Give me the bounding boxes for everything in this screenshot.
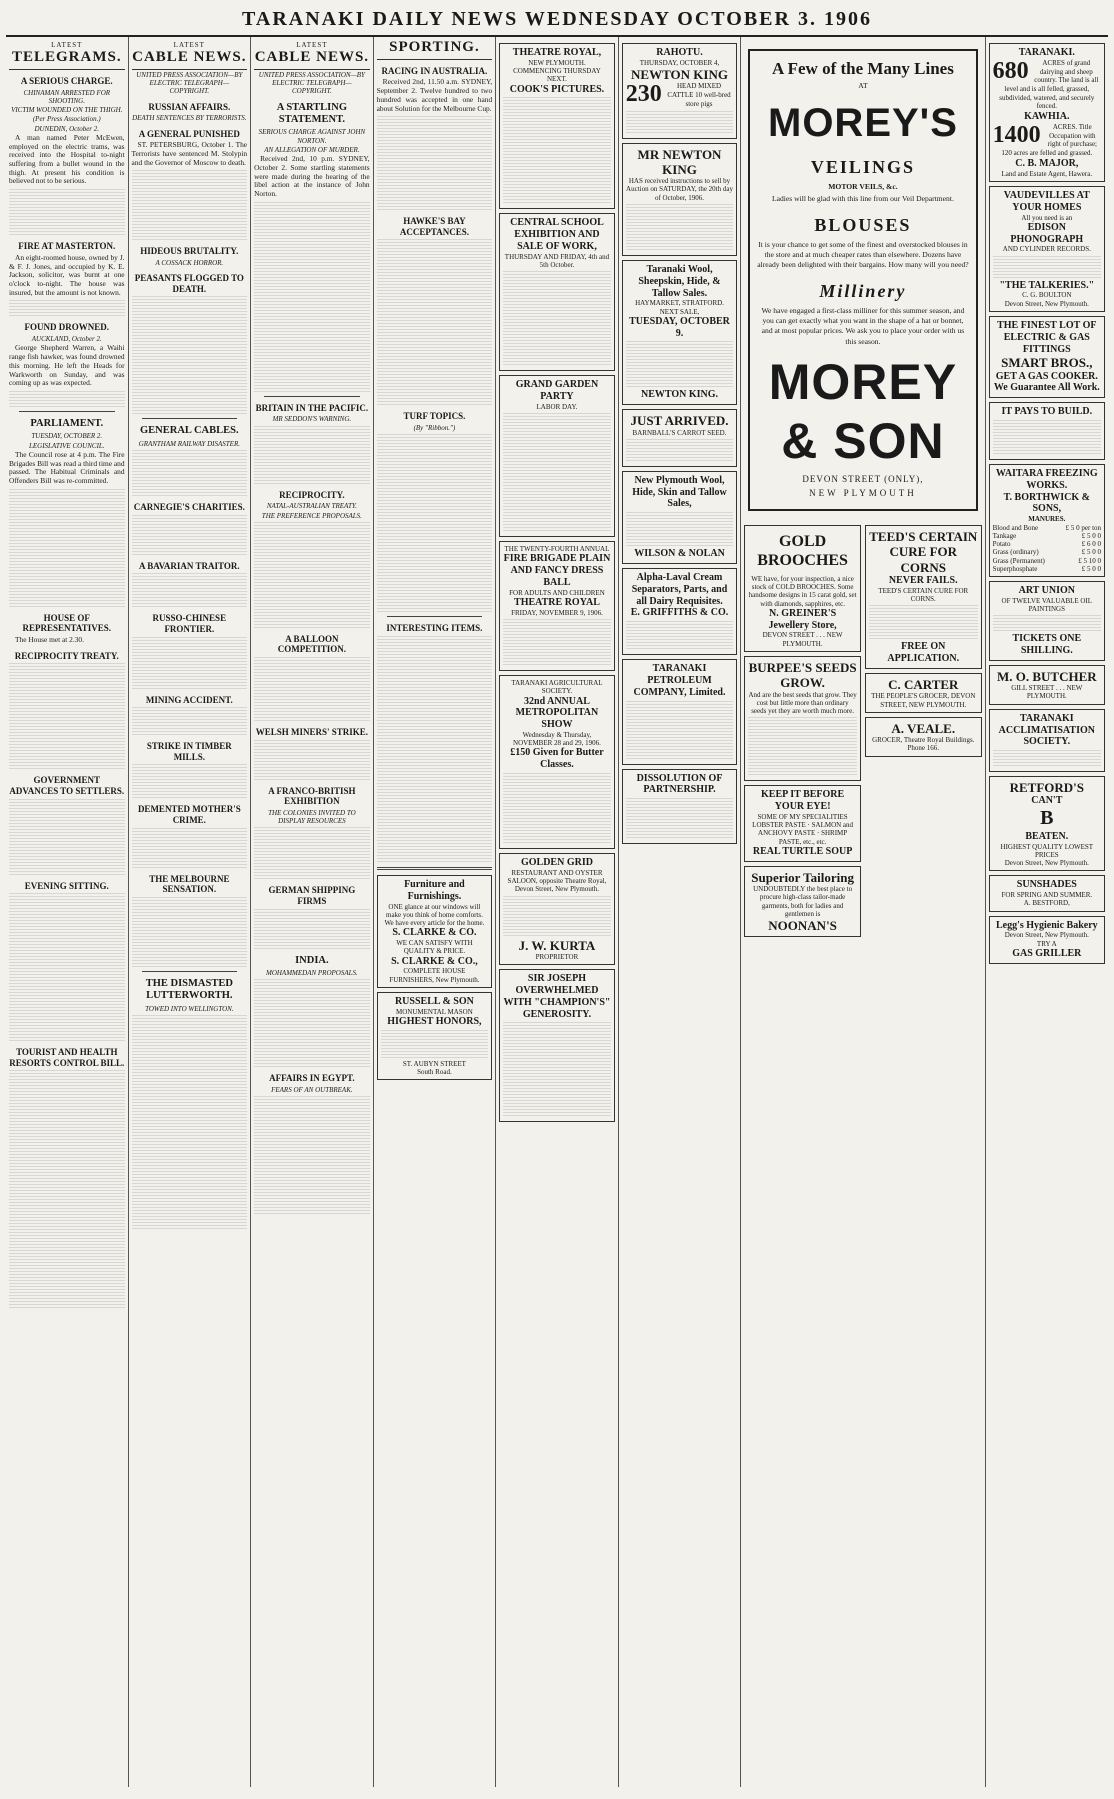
- ad-headline: 32nd ANNUAL METROPOLITAN SHOW: [515, 695, 599, 731]
- ad-text: TEED'S CERTAIN CURE FOR CORNS.: [878, 586, 969, 604]
- ad-text: HAS received instructions to sell by Auction on SATURDAY, the 20th day of October, 1906.: [626, 177, 733, 202]
- keep-it-ad: [744, 785, 861, 861]
- column-cable-news-1: [129, 37, 252, 1787]
- ad-text: UNDOUBTEDLY the best place to procure high-class tailor-made garments, both for ladies and gentlemen is: [753, 885, 853, 918]
- story-subhead: NATAL-AUSTRALIAN TREATY.: [266, 502, 357, 511]
- story-subhead: LEGISLATIVE COUNCIL.: [28, 441, 105, 450]
- manures-ad: [989, 464, 1105, 577]
- ad-sub: BARNBALL'S CARROT SEED.: [632, 428, 727, 437]
- ad-headline: TEED'S CERTAIN CURE FOR CORNS: [869, 529, 978, 575]
- story-text: An eight-roomed house, owned by J. & F. J. Jones, and occupied by K. E. Jackson, solicitor, was burnt at one o'clock to-night. The house was insured, but the amount is not known.: [9, 252, 125, 297]
- ad-date: Wednesday & Thursday, NOVEMBER 28 and 29, 1906.: [513, 730, 601, 748]
- ad-sub: THE TWENTY-FOURTH ANNUAL: [504, 545, 610, 554]
- ad-address: DEVON STREET . . . NEW PLYMOUTH.: [762, 631, 843, 648]
- ad-firm: S. CLARKE & CO.: [392, 927, 477, 939]
- ad-headline: WAITARA FREEZING WORKS.: [995, 468, 1098, 491]
- story-credit: (By "Ribbon."): [413, 424, 456, 433]
- ad-headline: THE FINEST LOT OF ELECTRIC & GAS FITTINGS: [997, 319, 1097, 355]
- ad-sub: GROCER, Theatre Royal Buildings. Phone 166.: [872, 736, 975, 753]
- story-headline: FIRE AT MASTERTON.: [18, 241, 116, 252]
- ad-headline: SUNSHADES: [1016, 879, 1077, 891]
- ad-sub: THE PEOPLE'S GROCER, DEVON STREET, NEW PLYMOUTH.: [871, 692, 976, 709]
- column-classifieds: [986, 37, 1108, 1787]
- sunshades-ad: [989, 875, 1105, 911]
- ad-firm: S. CLARKE & CO.,: [391, 955, 478, 967]
- ad-firm: T. BORTHWICK & SONS,: [1003, 491, 1091, 515]
- ad-sub: RESTAURANT AND OYSTER SALOON, opposite Theatre Royal, Devon Street, New Plymouth.: [507, 868, 607, 894]
- ad-address: GILL STREET . . . NEW PLYMOUTH.: [1011, 684, 1083, 701]
- ad-town: RAHOTU.: [656, 47, 703, 58]
- story-subhead: MOHAMMEDAN PROPOSALS.: [265, 968, 358, 977]
- ad-product: EDISON PHONOGRAPH: [1010, 221, 1084, 245]
- story-headline: RECIPROCITY TREATY.: [14, 650, 119, 661]
- manure-row: [993, 557, 1101, 565]
- manure-price: £ 6 0 0: [1081, 540, 1102, 549]
- story-headline: INTERESTING ITEMS.: [386, 623, 483, 634]
- ad-text: WE have, for your inspection, a nice stock of COLD BROOCHES. Some handsome designs in 15 carat gold, set with diamonds, sapphires, etc.: [748, 574, 857, 608]
- column-morey: [741, 37, 985, 1787]
- ad-sub: TARANAKI AGRICULTURAL SOCIETY.: [511, 679, 603, 696]
- story-headline: INDIA.: [295, 954, 329, 966]
- manure-name: Grass (Permanent): [992, 556, 1045, 565]
- ad-venue: THEATRE ROYAL: [514, 596, 600, 608]
- story-text: ST. PETERSBURG, October 1. The Terrorists have sentenced M. Stolypin and the Governor of Moscow to death.: [131, 140, 248, 167]
- story-headline: HOUSE OF REPRESENTATIVES.: [22, 612, 111, 634]
- ad-date: TUESDAY, OCTOBER 9.: [629, 315, 730, 339]
- ad-address: Devon Street, New Plymouth.: [1004, 931, 1089, 940]
- acreage: 1400: [992, 122, 1041, 148]
- kicker: LATEST: [296, 41, 328, 49]
- ad-firm: M. O. BUTCHER: [996, 668, 1097, 684]
- morey-section-text: We have engaged a first-class milliner for this summer season, and you can get exactly what you want in the shape of a hat or bonnet, and at most popular prices. We ask you to place your order with us this season.: [761, 305, 965, 346]
- manure-price: £ 5 0 per ton: [1065, 523, 1102, 532]
- ad-sale: NEXT SALE,: [659, 307, 700, 316]
- ad-headline: GET A GAS COOKER.: [995, 370, 1098, 382]
- story-dateline: DUNEDIN, October 2.: [34, 124, 100, 133]
- manure-name: Tankage: [992, 531, 1017, 540]
- story-headline: GERMAN SHIPPING FIRMS: [268, 885, 356, 906]
- petroleum-ad: [622, 659, 738, 764]
- ad-sub: MANURES.: [1028, 515, 1066, 524]
- manure-name: Potato: [992, 540, 1011, 549]
- ad-sub: NEVER FAILS.: [888, 575, 958, 587]
- kicker: LATEST: [173, 41, 205, 49]
- morey-ad: [748, 49, 977, 511]
- story-subhead: MR SEDDON'S WARNING.: [272, 415, 352, 424]
- ad-firm: MR NEWTON KING: [637, 146, 722, 177]
- golden-grid-ad: [499, 853, 615, 965]
- dissolution-ad: [622, 769, 738, 845]
- morey-address: DEVON STREET (ONLY),: [802, 473, 924, 484]
- story-dateline: TUESDAY, OCTOBER 2.: [31, 432, 103, 441]
- ad-headline: TARANAKI.: [1018, 47, 1075, 58]
- columns: [6, 37, 1108, 1787]
- story-headline: WELSH MINERS' STRIKE.: [255, 727, 368, 738]
- ad-text: And are the best seeds that grow. They cost but little more than ordinary seeds yet they are worth much more.: [748, 690, 857, 716]
- ad-sub: SOME OF MY SPECIALITIES: [757, 812, 848, 821]
- morey-section-title: BLOUSES: [814, 214, 912, 235]
- column-cable-news-2: [251, 37, 374, 1787]
- manure-price: £ 5 0 0: [1081, 531, 1102, 540]
- tailoring-ad: [744, 866, 861, 938]
- bakery-ad: [989, 916, 1105, 964]
- story-headline: A FRANCO-BRITISH EXHIBITION: [268, 785, 356, 807]
- ad-headline: GAS GRILLER: [1012, 947, 1082, 959]
- ad-sub: OF TWELVE VALUABLE OIL PAINTINGS: [1001, 596, 1093, 614]
- ad-sub: Land and Estate Agent, Hawera.: [1001, 169, 1093, 178]
- story-headline: RUSSO-CHINESE FRONTIER.: [152, 613, 227, 634]
- champion-ad: [499, 969, 615, 1122]
- ad-sub: AND CYLINDER RECORDS.: [1002, 245, 1091, 254]
- ad-date: THURSDAY, OCTOBER 4,: [639, 58, 720, 67]
- mason-ad: [377, 992, 493, 1080]
- ad-firm: RETFORD'S: [1009, 780, 1085, 796]
- ad-headline: KAWHIA.: [1024, 111, 1070, 123]
- ad-date: COMMENCING THURSDAY NEXT.: [513, 67, 601, 84]
- story-subhead: TOWED INTO WELLINGTON.: [145, 1004, 234, 1013]
- ad-headline: FIRE BRIGADE PLAIN AND FANCY DRESS BALL: [503, 553, 611, 588]
- newton-king-auction-ad: [622, 143, 738, 256]
- manure-row: [993, 565, 1101, 573]
- ad-sub: MONUMENTAL MASON: [396, 1007, 473, 1016]
- story-headline: EVENING SITTING.: [24, 880, 109, 891]
- story-credit: (Per Press Association.): [32, 115, 101, 124]
- manure-row: [993, 548, 1101, 556]
- ad-headline: Alpha-Laval Cream Separators, Parts, and all Dairy Requisites.: [631, 572, 728, 607]
- garden-party-ad: [499, 375, 615, 537]
- ad-firm: C. G. BOULTON: [1022, 291, 1072, 300]
- manure-name: Grass (ordinary): [992, 548, 1039, 557]
- column-telegrams: [6, 37, 129, 1787]
- carter-ad: [865, 673, 982, 713]
- lower-right: [865, 521, 982, 941]
- ad-firm: NEWTON KING: [631, 67, 728, 83]
- ad-item: REAL TURTLE SOUP: [752, 845, 853, 857]
- story-headline: MINING ACCIDENT.: [145, 694, 233, 705]
- story-subhead: AN ALLEGATION OF MURDER.: [264, 145, 360, 154]
- manure-name: Superphosphate: [992, 564, 1038, 573]
- morey-section-title: Millinery: [819, 280, 907, 301]
- story-headline: BRITAIN IN THE PACIFIC.: [255, 402, 369, 413]
- fire-brigade-ball-ad: [499, 541, 615, 671]
- story-headline: CARNEGIE'S CHARITIES.: [133, 502, 245, 513]
- ad-sub: PROPRIETOR: [535, 952, 579, 961]
- manure-price: £ 5 0 0: [1081, 564, 1102, 573]
- ad-firm: C. B. MAJOR,: [1015, 157, 1079, 169]
- gold-brooches-ad: [744, 525, 861, 652]
- lower-ads: [744, 521, 981, 941]
- story-subhead: FEARS OF AN OUTBREAK.: [271, 1085, 353, 1094]
- ad-headline: Taranaki Wool, Sheepskin, Hide, & Tallow Sales.: [638, 263, 721, 299]
- manure-row: [993, 532, 1101, 540]
- ad-text: CAN'T: [1031, 795, 1063, 807]
- story-headline: TURF TOPICS.: [403, 411, 466, 422]
- ad-place: HAYMARKET, STRATFORD.: [635, 299, 724, 308]
- butcher-ad: [989, 665, 1105, 705]
- head-count: 230: [625, 81, 662, 108]
- acclimatisation-ad: [989, 709, 1105, 772]
- story-headline: STRIKE IN TIMBER MILLS.: [146, 741, 232, 762]
- story-headline: GENERAL CABLES.: [140, 425, 239, 437]
- ad-headline: GRAND GARDEN PARTY: [515, 379, 599, 403]
- column-auctions: [619, 37, 742, 1787]
- ad-sub: NEW PLYMOUTH.: [528, 58, 586, 67]
- ad-headline: DISSOLUTION OF PARTNERSHIP.: [636, 772, 723, 796]
- ad-headline: THEATRE ROYAL,: [512, 47, 602, 58]
- story-text: A man named Peter McEwen, employed on the electric trams, was received into the Hospital to-night suffering from a bullet wound in the thigh. At present his condition is believed not to be serious.: [9, 132, 125, 186]
- electric-fittings-ad: [989, 316, 1105, 398]
- section-credit: UNITED PRESS ASSOCIATION—BY ELECTRIC TELEGRAPH—COPYRIGHT.: [258, 70, 365, 96]
- just-arrived-ad: [622, 409, 738, 467]
- manure-row: [993, 540, 1101, 548]
- morey-town: NEW PLYMOUTH: [809, 487, 917, 498]
- ad-headline: Superior Tailoring: [751, 869, 854, 885]
- phonograph-ad: [989, 186, 1105, 312]
- manure-name: Blood and Bone: [992, 523, 1039, 532]
- veale-ad: [865, 717, 982, 757]
- separators-ad: [622, 568, 738, 655]
- morey-brand-footer: MOREY & SON: [768, 353, 958, 469]
- ad-address: Devon Street, New Plymouth.: [1004, 299, 1089, 308]
- ad-tag: FREE ON APPLICATION.: [887, 641, 960, 665]
- burpee-seeds-ad: [744, 656, 861, 781]
- ad-headline: New Plymouth Wool, Hide, Skin and Tallow Sales,: [632, 474, 727, 510]
- lower-left: [744, 521, 861, 941]
- ad-headline: JUST ARRIVED.: [630, 413, 729, 429]
- ad-show: COOK'S PICTURES.: [509, 83, 605, 95]
- story-headline: A BAVARIAN TRAITOR.: [139, 560, 240, 571]
- story-headline: PEASANTS FLOGGED TO DEATH.: [134, 273, 244, 294]
- ad-headline: Furniture and Furnishings.: [404, 878, 465, 902]
- story-dateline: AUCKLAND, October 2.: [31, 335, 102, 344]
- ad-firm: Legg's Hygienic Bakery: [995, 919, 1098, 931]
- manure-price-list: [993, 524, 1101, 574]
- morey-brand: MOREY'S: [768, 100, 958, 145]
- story-headline: RUSSIAN AFFAIRS.: [148, 101, 231, 112]
- manure-price: £ 5 0 0: [1081, 548, 1102, 557]
- ad-headline: VAUDEVILLES AT YOUR HOMES: [1003, 189, 1090, 213]
- story-text: The Council rose at 4 p.m. The Fire Brigades Bill was read a third time and passed. The Habitual Criminals and Offenders Bill was re-committed.: [9, 449, 125, 486]
- ad-firm: J. W. KURTA: [518, 937, 596, 953]
- story-text: The House met at 2.30.: [15, 635, 84, 645]
- ad-tag: HIGHEST HONORS,: [387, 1015, 482, 1027]
- morey-section-sub: MOTOR VEILS, &c.: [828, 182, 898, 192]
- ad-date: FRIDAY, NOVEMBER 9, 1906.: [511, 608, 603, 617]
- ad-tag: We Guarantee All Work.: [993, 382, 1100, 394]
- art-union-ad: [989, 581, 1105, 661]
- ad-text: HEAD MIXED CATTLE 10 well-bred store pigs: [667, 82, 731, 108]
- section-heading: CABLE NEWS.: [132, 49, 248, 70]
- wool-sales-ad: [622, 260, 738, 405]
- story-headline: A GENERAL PUNISHED: [138, 128, 240, 139]
- story-headline: AFFAIRS IN EGYPT.: [269, 1073, 355, 1084]
- story-headline: TOURIST AND HEALTH RESORTS CONTROL BILL.: [9, 1047, 125, 1068]
- story-headline: HIDEOUS BRUTALITY.: [140, 246, 239, 257]
- story-headline: RECIPROCITY.: [279, 489, 345, 500]
- school-exhibition-ad: [499, 213, 615, 371]
- ad-sub: All you need is an: [1021, 213, 1073, 222]
- ad-firm: NEWTON KING.: [640, 389, 719, 401]
- ad-firm: C. CARTER: [888, 676, 959, 692]
- morey-section-text: Ladies will be glad with this line from our Veil Department.: [772, 194, 954, 204]
- rahotu-sale-ad: [622, 43, 738, 139]
- ad-text: ACRES of grand dairying and sheep country. The land is all level and is all felled, grassed, subdivided, watered, and securely fenced.: [999, 58, 1099, 111]
- ad-headline: TARANAKI ACCLIMATISATION SOCIETY.: [998, 712, 1095, 748]
- morey-headline: A Few of the Many Lines: [772, 59, 954, 78]
- ad-text: BEATEN.: [1025, 830, 1069, 842]
- morey-section-title: VEILINGS: [810, 156, 915, 177]
- morey-at: AT: [858, 81, 868, 91]
- ad-sub: COMPLETE HOUSE FURNISHERS, New Plymouth.: [389, 967, 480, 984]
- ad-firm: SMART BROS.,: [1001, 355, 1093, 371]
- story-headline: THE MELBOURNE SENSATION.: [149, 873, 230, 895]
- story-headline: GOVERNMENT ADVANCES TO SETTLERS.: [9, 775, 125, 796]
- build-ad: [989, 402, 1105, 460]
- manure-row: [993, 524, 1101, 532]
- masthead: TARANAKI DAILY NEWS WEDNESDAY OCTOBER 3. 1906: [6, 6, 1108, 37]
- story-headline: PARLIAMENT.: [30, 418, 104, 430]
- theatre-ad: [499, 43, 615, 209]
- newspaper-page: [6, 6, 1108, 1787]
- ad-headline: KEEP IT BEFORE YOUR EYE!: [761, 789, 845, 813]
- furniture-ad: [377, 875, 493, 988]
- story-headline: A SERIOUS CHARGE.: [20, 75, 113, 86]
- column-entertainments: [496, 37, 619, 1787]
- story-subhead: CHINAMAN ARRESTED FOR SHOOTING.: [23, 88, 111, 105]
- ad-firm: E. GRIFFITHS & CO.: [630, 607, 729, 619]
- acreage: 680: [992, 57, 1029, 84]
- ad-headline: TARANAKI PETROLEUM COMPANY, Limited.: [633, 663, 726, 698]
- ad-headline: BURPEE'S SEEDS GROW.: [748, 659, 857, 691]
- np-wool-sales-ad: [622, 471, 738, 564]
- ad-firm: N. GREINER'S Jewellery Store,: [768, 607, 837, 631]
- ad-text: B: [1040, 807, 1054, 830]
- ad-firm: NOONAN'S: [768, 918, 837, 934]
- ad-sub: LABOR DAY.: [536, 402, 578, 411]
- story-headline: A STARTLING STATEMENT.: [276, 101, 348, 126]
- ad-address: Devon Street, New Plymouth.: [1004, 859, 1089, 868]
- ad-text: ACRES. Title Occupation with right of purchase; 120 acres are felled and grassed.: [1001, 123, 1097, 158]
- ad-headline: GOLD BROOCHES: [757, 533, 848, 569]
- story-subhead: VICTIM WOUNDED ON THE THIGH.: [11, 106, 123, 115]
- story-headline: DEMENTED MOTHER'S CRIME.: [137, 804, 241, 825]
- story-headline: FOUND DROWNED.: [24, 322, 110, 333]
- story-text: George Shepherd Warren, a Waihi range fish hawker, was found drowned this morning. He left the Heads for Warkworth on Sunday, and was coming up as was expected.: [9, 343, 125, 388]
- manure-price: £ 5 10 0: [1078, 556, 1102, 565]
- ad-headline: GOLDEN GRID: [520, 857, 593, 868]
- column-sporting: [374, 37, 497, 1787]
- retford-ad: [989, 776, 1105, 871]
- ad-text: ONE glance at our windows will make you think of home comforts. We have every article for the home.: [384, 902, 485, 928]
- story-headline: A BALLOON COMPETITION.: [277, 633, 346, 655]
- story-subhead: A COSSACK HORROR.: [155, 258, 224, 267]
- ad-sub: HIGHEST QUALITY LOWEST PRICES: [1000, 842, 1094, 859]
- teeds-corns-ad: [865, 525, 982, 669]
- ad-headline: SIR JOSEPH OVERWHELMED WITH "CHAMPION'S" GENEROSITY.: [503, 973, 611, 1020]
- ad-address: South Road.: [417, 1067, 452, 1076]
- ad-slogan: WE CAN SATISFY WITH QUALITY & PRICE.: [396, 939, 473, 956]
- story-headline: RACING IN AUSTRALIA.: [381, 65, 488, 76]
- ad-firm: A. BESTFORD,: [1023, 899, 1070, 908]
- story-subhead: THE PREFERENCE PROPOSALS.: [261, 511, 362, 520]
- ad-firm: WILSON & NOLAN: [634, 548, 725, 560]
- ad-headline: EXHIBITION AND SALE OF WORK,: [514, 229, 600, 252]
- ad-prize: £150 Given for Butter Classes.: [510, 747, 604, 771]
- section-credit: UNITED PRESS ASSOCIATION—BY ELECTRIC TELEGRAPH—COPYRIGHT.: [136, 70, 243, 96]
- story-headline: HAWKE'S BAY ACCEPTANCES.: [399, 216, 469, 237]
- section-heading: CABLE NEWS.: [254, 49, 370, 70]
- ad-firm: RUSSELL & SON: [394, 995, 474, 1007]
- ad-text: LOBSTER PASTE · SALMON and ANCHOVY PASTE · SHRIMP PASTE, etc., etc.: [752, 821, 854, 846]
- ad-headline: ART UNION: [1018, 585, 1076, 597]
- ad-firm: "THE TALKERIES.": [999, 279, 1095, 291]
- ad-sub: FOR SPRING AND SUMMER.: [1001, 891, 1093, 900]
- story-subhead: THE COLONIES INVITED TO DISPLAY RESOURCES: [268, 808, 356, 826]
- ad-date: THURSDAY AND FRIDAY, 4th and 5th October.: [504, 252, 610, 269]
- story-text: Received 2nd, 11.50 a.m. SYDNEY, September 2. Twelve hundred to two hundred was accepted in one hand about Solution for the Melbourne Cup.: [376, 77, 493, 113]
- story-headline: THE DISMASTED LUTTERWORTH.: [145, 977, 233, 1002]
- taranaki-land-ad: [989, 43, 1105, 182]
- ad-sub: TRY A: [1036, 939, 1057, 948]
- section-heading: TELEGRAMS.: [9, 49, 125, 70]
- ad-firm: A. VEALE.: [891, 720, 956, 736]
- ad-headline: CENTRAL SCHOOL: [510, 217, 604, 229]
- kicker: LATEST: [51, 41, 83, 49]
- ad-address: ST. AUBYN STREET: [402, 1059, 466, 1068]
- ad-headline: IT PAYS TO BUILD.: [1001, 406, 1093, 418]
- story-text: Received 2nd, 10 p.m. SYDNEY, October 2. Some startling statements were made during the hearing of the libel action at the instance of John Norton.: [254, 154, 370, 199]
- story-subhead: SERIOUS CHARGE AGAINST JOHN NORTON.: [258, 128, 366, 145]
- agricultural-show-ad: [499, 675, 615, 849]
- story-subhead: DEATH SENTENCES BY TERRORISTS.: [132, 114, 247, 123]
- ad-tag: TICKETS ONE SHILLING.: [1012, 633, 1082, 657]
- section-heading: SPORTING.: [377, 39, 493, 60]
- morey-section-text: It is your chance to get some of the finest and overstocked blouses in the store and at much cheaper rates than elsewhere. Dozens have already been delighted with their bargains. How many will you need?: [757, 239, 969, 270]
- story-subhead: GRANTHAM RAILWAY DISASTER.: [138, 439, 240, 448]
- ad-sub: FOR ADULTS AND CHILDREN: [509, 588, 605, 597]
